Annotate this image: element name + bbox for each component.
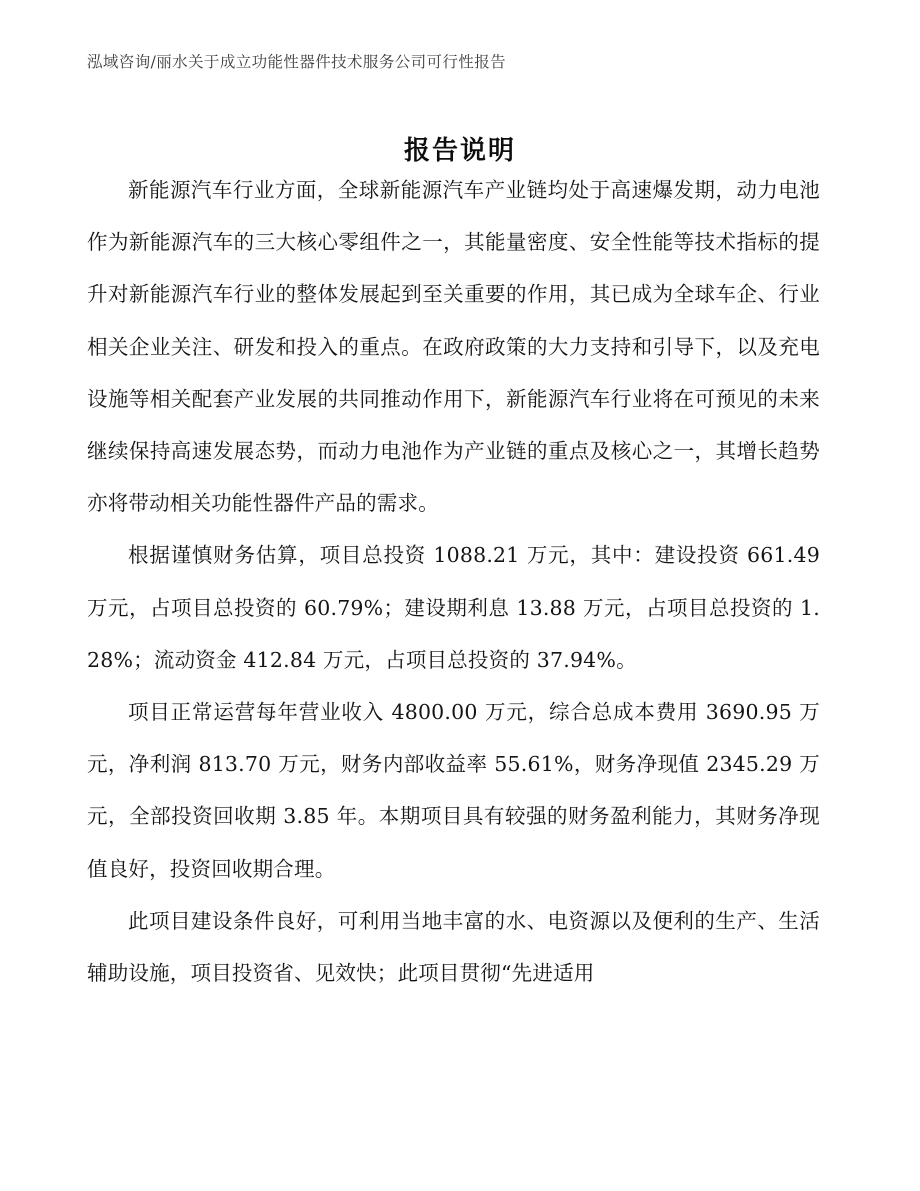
paragraph-industry-overview: 新能源汽车行业方面，全球新能源汽车产业链均处于高速爆发期，动力电池作为新能源汽车的三大核心零组件之一，其能量密度、安全性能等技术指标的提升对新能源汽车行业的整体发展起到至关重要的作用，其已成为全球车企、行业相关企业关注、研发和投入的重点。在政府政策的大力支持和引导下，以及充电设施等相关配套产业发展的共同推动作用下，新能源汽车行业将在可预见的未来继续保持高速发展态势，而动力电池作为产业链的重点及核心之一，其增长趋势亦将带动相关功能性器件产品的需求。 — [87, 178, 820, 516]
document-header: 泓域咨询/丽水关于成立功能性器件技术服务公司可行性报告 — [87, 53, 507, 71]
paragraph-operating-results: 项目正常运营每年营业收入 4800.00 万元，综合总成本费用 3690.95 万元，净利润 813.70 万元，财务内部收益率 55.61%，财务净现值 2345.29 万元，全部投资回收期 3.85 年。本期项目具有较强的财务盈利能力，其财务净现值良好，投资回收期合理。 — [87, 700, 820, 881]
paragraph-investment-estimate: 根据谨慎财务估算，项目总投资 1088.21 万元，其中：建设投资 661.49 万元，占项目总投资的 60.79%；建设期利息 13.88 万元，占项目总投资的 1.28%；流动资金 412.84 万元，占项目总投资的 37.94%。 — [87, 543, 820, 672]
document-body — [87, 164, 820, 999]
paragraph-construction-conditions: 此项目建设条件良好，可利用当地丰富的水、电资源以及便利的生产、生活辅助设施，项目投资省、见效快；此项目贯彻“先进适用 — [87, 908, 820, 986]
page-title: 报告说明 — [403, 136, 516, 167]
